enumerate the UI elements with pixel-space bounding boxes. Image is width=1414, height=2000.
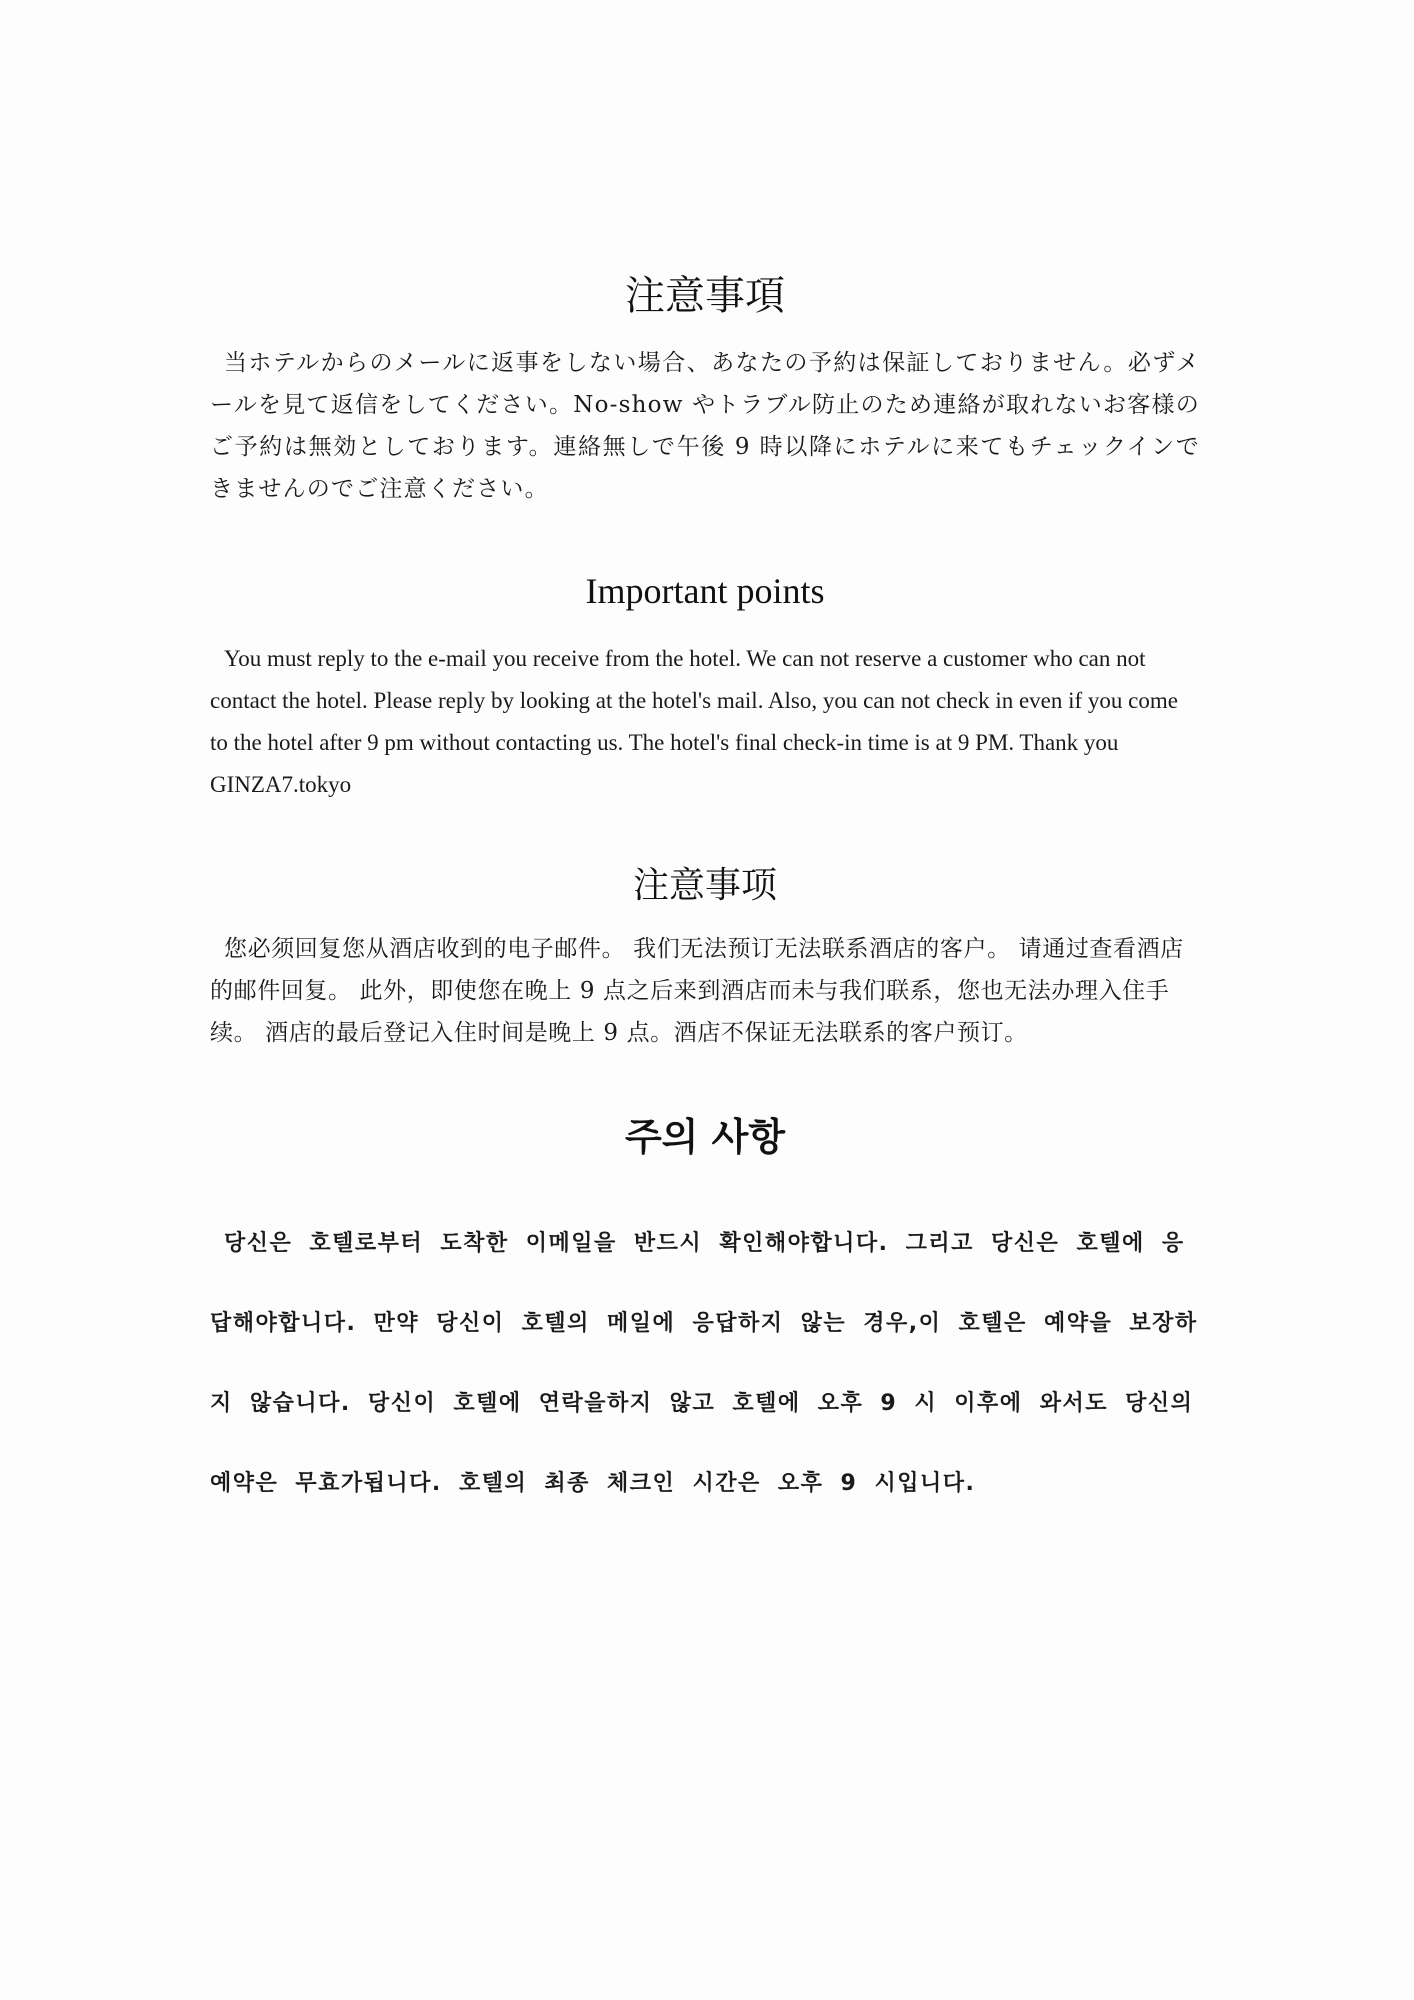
japanese-notice-section (210, 268, 1200, 510)
korean-heading: 주의 사항 (624, 1115, 786, 1159)
english-body: You must reply to the e-mail you receive from the hotel. We can not reserve a customer who can not contact the hotel. Please reply by looking at the hotel's mail. Also, you can not check in even if you come to the hotel after 9 pm without contacting us. The hotel's final check-in time is at 9 PM. Thank you GINZA7.tokyo (210, 646, 1178, 797)
english-notice-section (210, 566, 1200, 806)
chinese-body: 您必须回复您从酒店收到的电子邮件。 我们无法预订无法联系酒店的客户。 请通过查看酒店的邮件回复。 此外，即使您在晚上 9 点之后来到酒店而未与我们联系，您也无法办理入住手续。 酒店的最后登记入住时间是晚上 9 点。酒店不保证无法联系的客户预订。 (210, 936, 1184, 1046)
english-heading: Important points (585, 571, 825, 611)
chinese-heading: 注意事项 (632, 865, 777, 906)
chinese-notice-section (210, 860, 1200, 1054)
korean-body: 당신은 호텔로부터 도착한 이메일을 반드시 확인해야합니다. 그리고 당신은 호텔에 응답해야합니다. 만약 당신이 호텔의 메일에 응답하지 않는 경우,이 호텔은 예약을 보장하지 않습니다. 당신이 호텔에 연락을하지 않고 호텔에 오후 9 시 이후에 와서도 당신의 예약은 무효가됩니다. 호텔의 최종 체크인 시간은 오후 9 시입니다. (210, 1231, 1198, 1496)
japanese-body: 当ホテルからのメールに返事をしない場合、あなたの予約は保証しておりません。必ずメールを見て返信をしてください。No-show やトラブル防止のため連絡が取れないお客様のご予約は無効としております。連絡無しで午後 9 時以降にホテルに来てもチェックインできませんのでご注意ください。 (210, 350, 1200, 502)
japanese-heading: 注意事項 (625, 273, 785, 319)
korean-notice-section (210, 1110, 1200, 1524)
